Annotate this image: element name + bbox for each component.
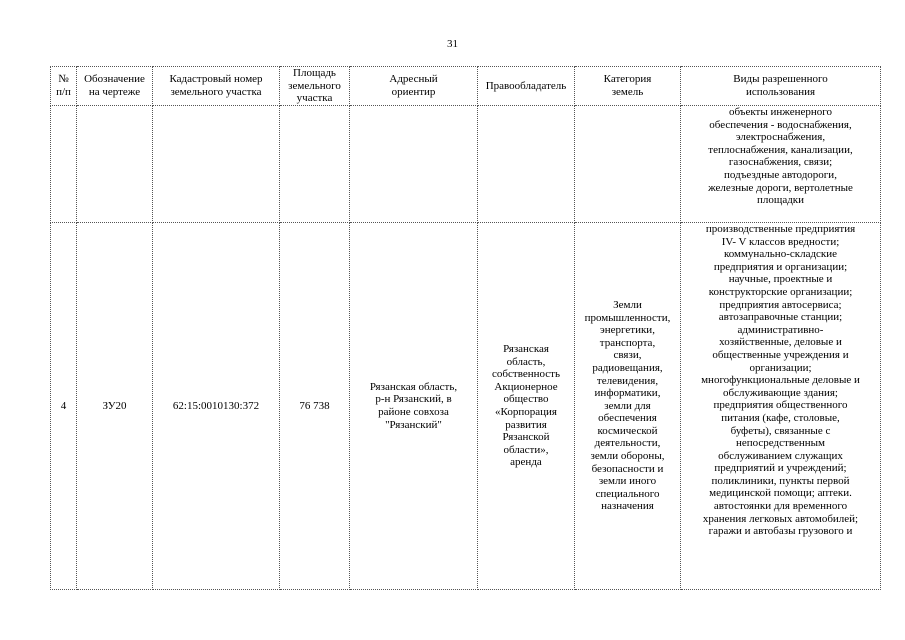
header-area: Площадь земельного участка — [280, 67, 350, 106]
cell-permitted-uses — [681, 223, 881, 590]
header-number: № п/п — [51, 67, 77, 106]
table-row — [51, 223, 881, 590]
cell-land-category: Земли промышленности, энергетики, транспорта, связи, радиовещания, телевидения, информатики, земли для обеспечения космической деятельности, земли обороны, безопасности и земли иного специального назначения — [575, 223, 681, 590]
cell-empty — [350, 106, 478, 223]
header-cadastral-number: Кадастровый номер земельного участка — [153, 67, 280, 106]
permitted-uses-text: производственные предприятия IV- V классов вредности; коммунально-складские предприятия и организации; научные, проектные и конструкторские организации; предприятия автосервиса; автозаправочные станции; административно- хозяйственные, деловые и общественные учреждения и организации; многофункциональные деловые и обслуживающие здания; предприятия общественного питания (кафе, столовые, буфеты), связанные с непосредственным обслуживанием служащих предприятий и учреждений; поликлиники, пункты первой медицинской помощи; аптеки. автостоянки для временного хранения легковых автомобилей; гаражи и автобазы грузового и — [701, 223, 860, 538]
cell-empty — [153, 106, 280, 223]
table-header-row — [51, 67, 881, 106]
cell-empty — [51, 106, 77, 223]
header-owner: Правообладатель — [478, 67, 575, 106]
header-permitted-uses: Виды разрешенного использования — [681, 67, 881, 106]
cell-area: 76 738 — [280, 223, 350, 590]
header-designation: Обозначение на чертеже — [77, 67, 153, 106]
header-land-category: Категория земель — [575, 67, 681, 106]
cell-cadastral-number: 62:15:0010130:372 — [153, 223, 280, 590]
table-row-continued — [51, 106, 881, 223]
cell-empty — [575, 106, 681, 223]
cell-address: Рязанская область, р-н Рязанский, в районе совхоза "Рязанский" — [350, 223, 478, 590]
cell-number: 4 — [51, 223, 77, 590]
cell-empty — [478, 106, 575, 223]
header-address: Адресный ориентир — [350, 67, 478, 106]
cell-owner: Рязанская область, собственность Акционерное общество «Корпорация развития Рязанской области», аренда — [478, 223, 575, 590]
page-number: 31 — [447, 38, 458, 50]
cell-empty — [77, 106, 153, 223]
land-plots-table — [50, 66, 881, 590]
cell-permitted-uses-continued: объекты инженерного обеспечения - водоснабжения, электроснабжения, теплоснабжения, канализации, газоснабжения, связи; подъездные автодороги, железные дороги, вертолетные площадки — [681, 106, 881, 223]
cell-empty — [280, 106, 350, 223]
cell-designation: ЗУ20 — [77, 223, 153, 590]
